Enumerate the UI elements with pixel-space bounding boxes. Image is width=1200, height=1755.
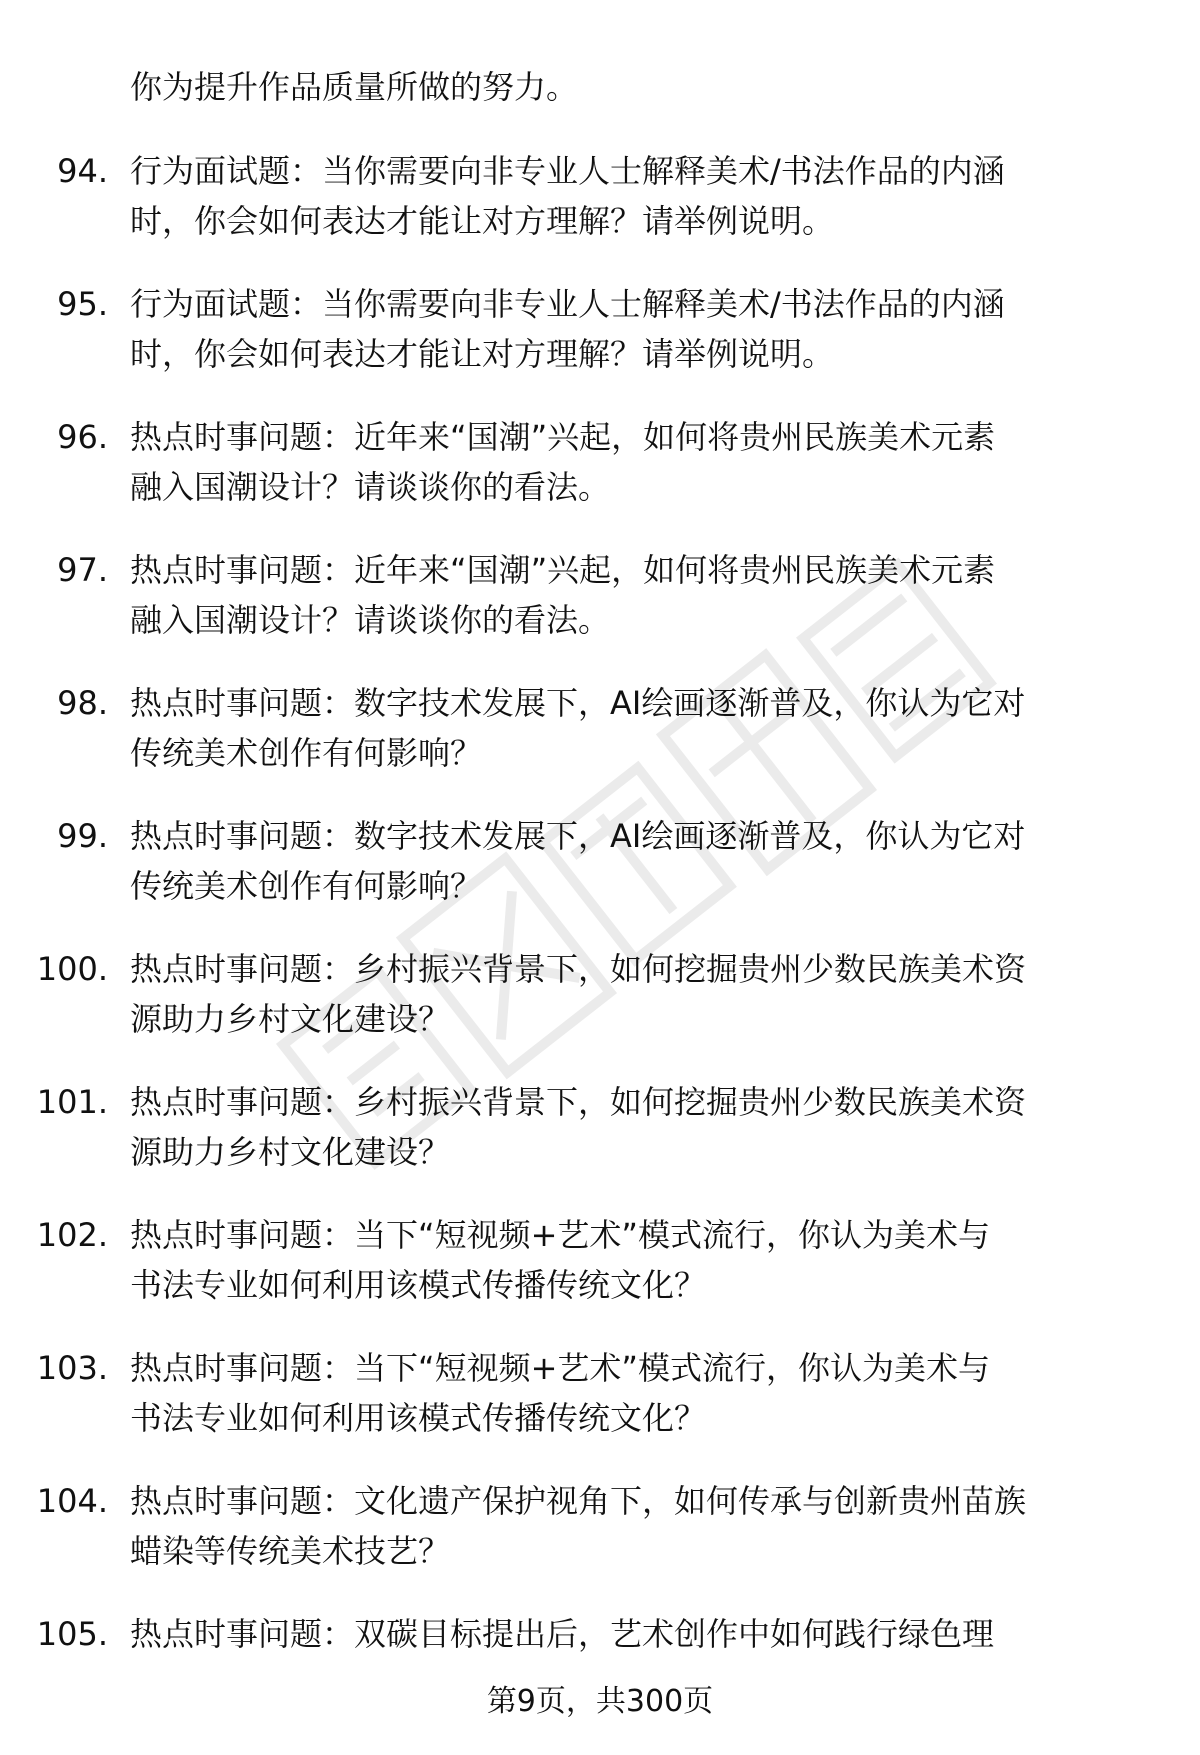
- question-number: 97.: [57, 551, 108, 589]
- question-line: 热点时事问题：双碳目标提出后，艺术创作中如何践行绿色理: [130, 1615, 995, 1653]
- question-text: [130, 279, 1140, 379]
- question-number: 98.: [57, 684, 108, 722]
- question-line: 融入国潮设计？请谈谈你的看法。: [130, 468, 611, 506]
- question-number: 101.: [36, 1083, 108, 1121]
- question-line: 传统美术创作有何影响？: [130, 734, 483, 772]
- question-text: [130, 1077, 1140, 1177]
- question-item: [0, 1077, 1200, 1210]
- question-text: [130, 678, 1140, 778]
- question-line: 源助力乡村文化建设？: [130, 1000, 451, 1038]
- question-item: [0, 412, 1200, 545]
- question-text: [130, 811, 1140, 911]
- question-line: 热点时事问题：文化遗产保护视角下，如何传承与创新贵州苗族: [130, 1482, 1027, 1520]
- question-line: 行为面试题：当你需要向非专业人士解释美术/书法作品的内涵: [130, 152, 1005, 190]
- question-line: 热点时事问题：当下“短视频+艺术”模式流行，你认为美术与: [130, 1216, 990, 1254]
- question-text: [130, 1343, 1140, 1443]
- question-text: [130, 1476, 1140, 1576]
- question-line: 热点时事问题：数字技术发展下，AI绘画逐渐普及，你认为它对: [130, 817, 1026, 855]
- question-number: 102.: [36, 1216, 108, 1254]
- question-line: 书法专业如何利用该模式传播传统文化？: [130, 1399, 707, 1437]
- question-number: 94.: [57, 152, 108, 190]
- question-line: 热点时事问题：近年来“国潮”兴起，如何将贵州民族美术元素: [130, 551, 996, 589]
- question-item: [0, 944, 1200, 1077]
- question-line: 源助力乡村文化建设？: [130, 1133, 451, 1171]
- question-line: 热点时事问题：数字技术发展下，AI绘画逐渐普及，你认为它对: [130, 684, 1026, 722]
- question-item: [0, 279, 1200, 412]
- question-line: 融入国潮设计？请谈谈你的看法。: [130, 601, 611, 639]
- question-text: [130, 545, 1140, 645]
- question-text: [130, 146, 1140, 246]
- question-line: 热点时事问题：当下“短视频+艺术”模式流行，你认为美术与: [130, 1349, 990, 1387]
- question-text: [130, 1609, 1140, 1659]
- continued-question-text: 你为提升作品质量所做的努力。: [130, 68, 579, 106]
- question-line: 蜡染等传统美术技艺？: [130, 1532, 451, 1570]
- question-line: 行为面试题：当你需要向非专业人士解释美术/书法作品的内涵: [130, 285, 1005, 323]
- question-line: 书法专业如何利用该模式传播传统文化？: [130, 1266, 707, 1304]
- question-number: 99.: [57, 817, 108, 855]
- question-text: [130, 412, 1140, 512]
- question-number: 103.: [36, 1349, 108, 1387]
- question-number: 104.: [36, 1482, 108, 1520]
- question-line: 传统美术创作有何影响？: [130, 867, 483, 905]
- question-item: [0, 146, 1200, 279]
- question-text: [130, 1210, 1140, 1310]
- question-item: [0, 1343, 1200, 1476]
- question-number: 100.: [36, 950, 108, 988]
- page-number: 第9页，共300页: [486, 1684, 714, 1719]
- question-item: [0, 678, 1200, 811]
- question-line: 时，你会如何表达才能让对方理解？请举例说明。: [130, 335, 835, 373]
- question-line: 热点时事问题：近年来“国潮”兴起，如何将贵州民族美术元素: [130, 418, 996, 456]
- question-number: 96.: [57, 418, 108, 456]
- question-item: [0, 1210, 1200, 1343]
- question-text: [130, 944, 1140, 1044]
- question-line: 时，你会如何表达才能让对方理解？请举例说明。: [130, 202, 835, 240]
- question-item: [0, 545, 1200, 678]
- question-item: [0, 811, 1200, 944]
- question-number: 105.: [36, 1615, 108, 1653]
- question-list: [0, 146, 1200, 1742]
- question-line: 热点时事问题：乡村振兴背景下，如何挖掘贵州少数民族美术资: [130, 950, 1027, 988]
- question-item: [0, 1476, 1200, 1609]
- question-number: 95.: [57, 285, 108, 323]
- question-line: 热点时事问题：乡村振兴背景下，如何挖掘贵州少数民族美术资: [130, 1083, 1027, 1121]
